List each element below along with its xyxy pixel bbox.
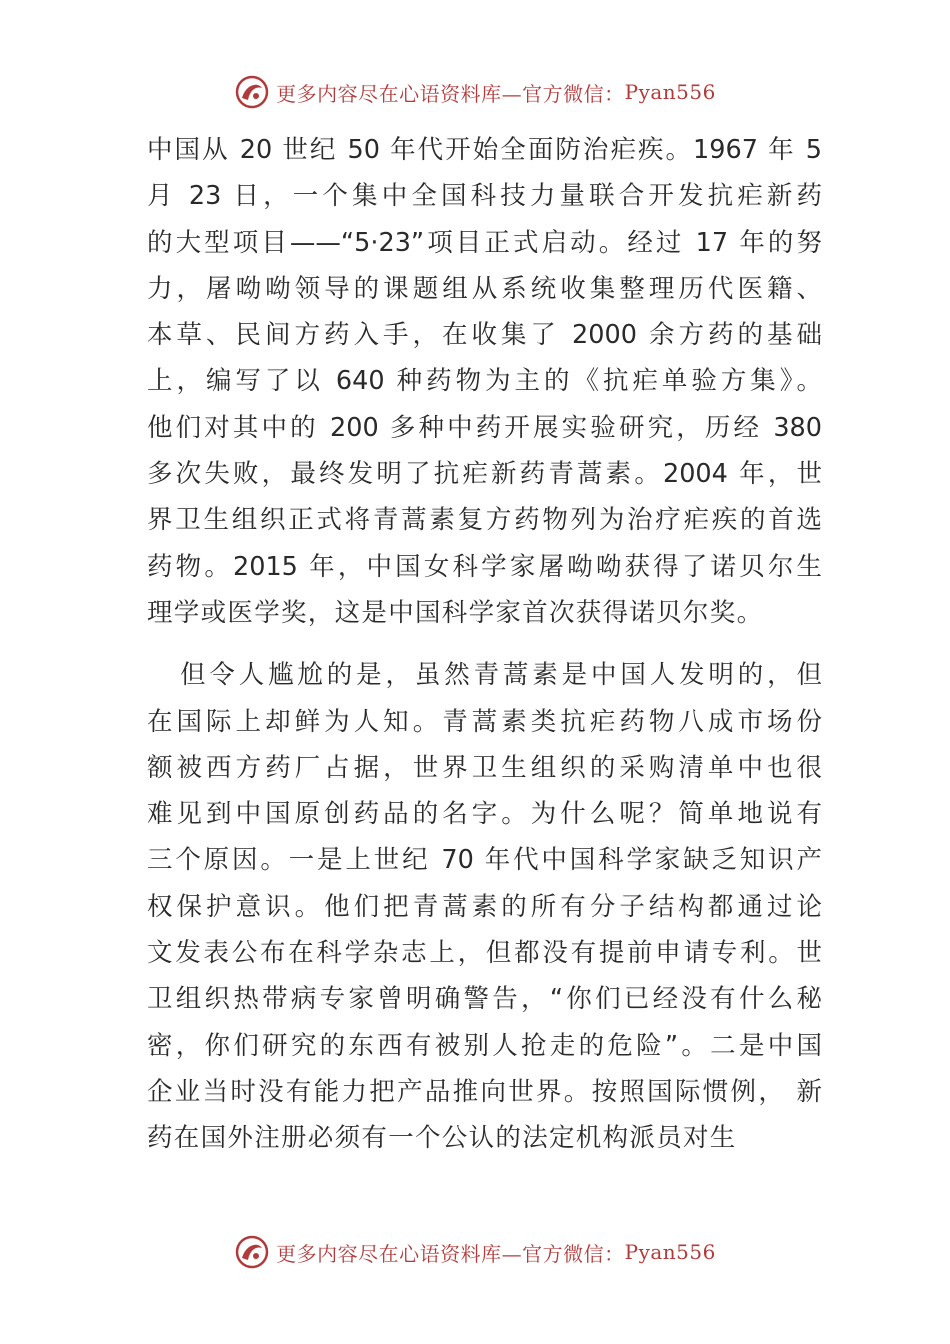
text-line: 界卫生组织正式将青蒿素复方药物列为治疗疟疾的首选	[147, 505, 822, 536]
text-line: 权保护意识。他们把青蒿素的所有分子结构都通过论	[147, 891, 822, 922]
text-line: 理学或医学奖，这是中国科学家首次获得诺贝尔奖。	[147, 597, 764, 628]
text-line: 本草、民间方药入手，在收集了 2000 余方药的基础	[147, 320, 822, 351]
brand-logo-icon	[234, 74, 270, 110]
text-line: 多次失败，最终发明了抗疟新药青蒿素。2004 年，世	[147, 459, 822, 490]
text-line: 文发表公布在科学杂志上，但都没有提前申请专利。世	[147, 938, 822, 969]
brand-logo-icon	[234, 1234, 270, 1270]
text-line: 在国际上却鲜为人知。青蒿素类抗疟药物八成市场份	[147, 706, 822, 737]
text-line: 月 23 日，一个集中全国科技力量联合开发抗疟新药	[147, 181, 822, 212]
text-line: 密，你们研究的东西有被别人抢走的危险”。二是中国	[147, 1030, 822, 1061]
text-line: 药物。2015 年，中国女科学家屠呦呦获得了诺贝尔生	[147, 551, 822, 582]
text-line: 中国从 20 世纪 50 年代开始全面防治疟疾。1967 年 5	[147, 135, 822, 165]
text-line: 三个原因。一是上世纪 70 年代中国科学家缺乏知识产	[147, 845, 822, 876]
text-line: 的大型项目——“5·23”项目正式启动。经过 17 年的努	[147, 227, 822, 258]
paragraph-1	[147, 127, 822, 636]
footer-banner	[0, 1232, 950, 1272]
text-line: 难见到中国原创药品的名字。为什么呢？简单地说有	[147, 799, 822, 830]
wechat-id: Pyan556	[624, 1240, 716, 1264]
text-line: 他们对其中的 200 多种中药开展实验研究，历经 380	[147, 412, 822, 443]
text-line: 力，屠呦呦领导的课题组从系统收集整理历代医籍、	[147, 273, 822, 304]
text-line: 额被西方药厂占据，世界卫生组织的采购清单中也很	[147, 752, 822, 783]
text-line: 但令人尴尬的是，虽然青蒿素是中国人发明的，但	[180, 660, 822, 691]
article-body	[147, 127, 822, 1162]
text-line: 上，编写了以 640 种药物为主的《抗疟单验方集》。	[147, 366, 822, 397]
banner-text: 更多内容尽在心语资料库—官方微信：	[276, 81, 625, 106]
text-line: 卫组织热带病专家曾明确警告，“你们已经没有什么秘	[147, 984, 822, 1015]
text-line: 药在国外注册必须有一个公认的法定机构派员对生	[147, 1123, 737, 1154]
header-banner	[0, 72, 950, 112]
wechat-id: Pyan556	[624, 80, 716, 104]
paragraph-2	[147, 652, 822, 1161]
text-line: 企业当时没有能力把产品推向世界。按照国际惯例， 新	[147, 1076, 822, 1107]
banner-text: 更多内容尽在心语资料库—官方微信：	[276, 1241, 625, 1266]
